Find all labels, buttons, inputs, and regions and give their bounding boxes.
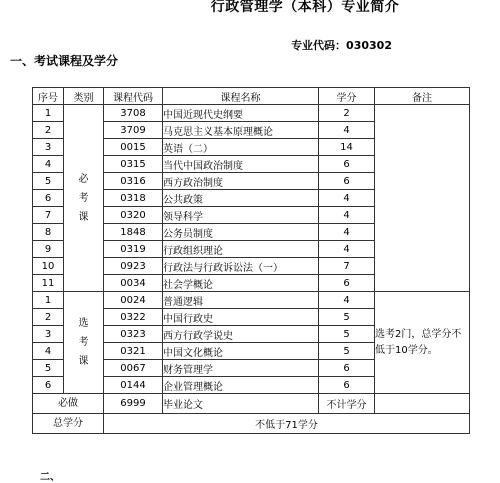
cell-name: 公共政策 [163, 190, 319, 207]
cell-name: 领导科学 [163, 207, 319, 224]
cell-num: 2 [33, 309, 64, 326]
cell-credit: 6 [319, 173, 375, 190]
cell-code: 0316 [104, 173, 163, 190]
type-elective [64, 292, 104, 394]
next-section-fragment: 二、 [40, 472, 60, 483]
cell-credit: 4 [319, 292, 375, 309]
header-code: 课程代码 [104, 88, 163, 105]
cell-code: 0319 [104, 241, 163, 258]
cell-code: 0024 [104, 292, 163, 309]
cell-name: 英语（二） [163, 139, 319, 156]
type-elective-char: 课 [78, 356, 89, 367]
thesis-note [375, 394, 470, 414]
cell-credit: 2 [319, 105, 375, 122]
major-code: 专业代码：030302 [291, 39, 392, 52]
cell-name: 行政法与行政诉讼法（一） [163, 258, 319, 275]
type-required [64, 105, 104, 292]
type-elective-char: 考 [78, 337, 89, 348]
cell-credit: 4 [319, 190, 375, 207]
cell-credit: 5 [319, 326, 375, 343]
cell-credit: 4 [319, 241, 375, 258]
cell-credit: 6 [319, 360, 375, 377]
cell-num: 3 [33, 139, 64, 156]
type-elective-char: 选 [78, 318, 89, 329]
table-row [33, 105, 470, 122]
cell-code: 0323 [104, 326, 163, 343]
cell-credit: 14 [319, 139, 375, 156]
cell-name: 普通逻辑 [163, 292, 319, 309]
cell-num: 5 [33, 173, 64, 190]
cell-credit: 6 [319, 275, 375, 292]
cell-code: 0144 [104, 377, 163, 394]
cell-name: 西方行政学说史 [163, 326, 319, 343]
cell-num: 5 [33, 360, 64, 377]
cell-name: 行政组织理论 [163, 241, 319, 258]
note-elective: 选考2门，总学分不低于10学分。 [375, 292, 470, 394]
thesis-credit: 不计学分 [319, 394, 375, 414]
thesis-code: 6999 [104, 394, 163, 414]
cell-credit: 6 [319, 377, 375, 394]
cell-code: 0321 [104, 343, 163, 360]
cell-name: 中国文化概论 [163, 343, 319, 360]
cell-code: 0923 [104, 258, 163, 275]
total-row [33, 414, 470, 434]
cell-code: 0320 [104, 207, 163, 224]
cell-code: 0315 [104, 156, 163, 173]
cell-name: 财务管理学 [163, 360, 319, 377]
cell-credit: 7 [319, 258, 375, 275]
type-required-char: 课 [78, 211, 89, 223]
header-num: 序号 [33, 88, 64, 105]
cell-num: 8 [33, 224, 64, 241]
cell-name: 马克思主义基本原理概论 [163, 122, 319, 139]
cell-num: 10 [33, 258, 64, 275]
cell-credit: 6 [319, 156, 375, 173]
cell-num: 1 [33, 105, 64, 122]
table-row [33, 292, 470, 309]
page-title: 行政管理学（本科）专业简介 [210, 0, 400, 15]
cell-name: 公务员制度 [163, 224, 319, 241]
cell-code: 3708 [104, 105, 163, 122]
cell-num: 4 [33, 156, 64, 173]
cell-name: 当代中国政治制度 [163, 156, 319, 173]
cell-code: 0067 [104, 360, 163, 377]
header-name: 课程名称 [163, 88, 319, 105]
total-label: 总学分 [33, 414, 104, 434]
cell-credit: 4 [319, 207, 375, 224]
cell-name: 西方政治制度 [163, 173, 319, 190]
cell-name: 企业管理概论 [163, 377, 319, 394]
type-required-char: 必 [78, 173, 89, 185]
note-required [375, 105, 470, 292]
cell-credit: 5 [319, 343, 375, 360]
cell-code: 0015 [104, 139, 163, 156]
cell-code: 3709 [104, 122, 163, 139]
cell-name: 中国行政史 [163, 309, 319, 326]
cell-code: 0322 [104, 309, 163, 326]
table-header-row [33, 88, 470, 105]
type-required-char: 考 [78, 192, 89, 204]
cell-num: 1 [33, 292, 64, 309]
thesis-name: 毕业论文 [163, 394, 319, 414]
course-table [32, 87, 470, 434]
cell-num: 4 [33, 343, 64, 360]
cell-num: 6 [33, 377, 64, 394]
header-note: 备注 [375, 88, 470, 105]
thesis-label: 必做 [33, 394, 104, 414]
cell-credit: 4 [319, 224, 375, 241]
cell-code: 0034 [104, 275, 163, 292]
cell-code: 0318 [104, 190, 163, 207]
cell-num: 7 [33, 207, 64, 224]
header-credit: 学分 [319, 88, 375, 105]
cell-credit: 4 [319, 122, 375, 139]
cell-name: 中国近现代史纲要 [163, 105, 319, 122]
section-title: 一、考试课程及学分 [10, 54, 119, 68]
cell-num: 2 [33, 122, 64, 139]
cell-name: 社会学概论 [163, 275, 319, 292]
cell-num: 6 [33, 190, 64, 207]
cell-num: 3 [33, 326, 64, 343]
cell-num: 9 [33, 241, 64, 258]
thesis-row [33, 394, 470, 414]
cell-num: 11 [33, 275, 64, 292]
header-type: 类别 [64, 88, 104, 105]
total-value: 不低于71学分 [104, 414, 470, 434]
cell-credit: 5 [319, 309, 375, 326]
cell-code: 1848 [104, 224, 163, 241]
